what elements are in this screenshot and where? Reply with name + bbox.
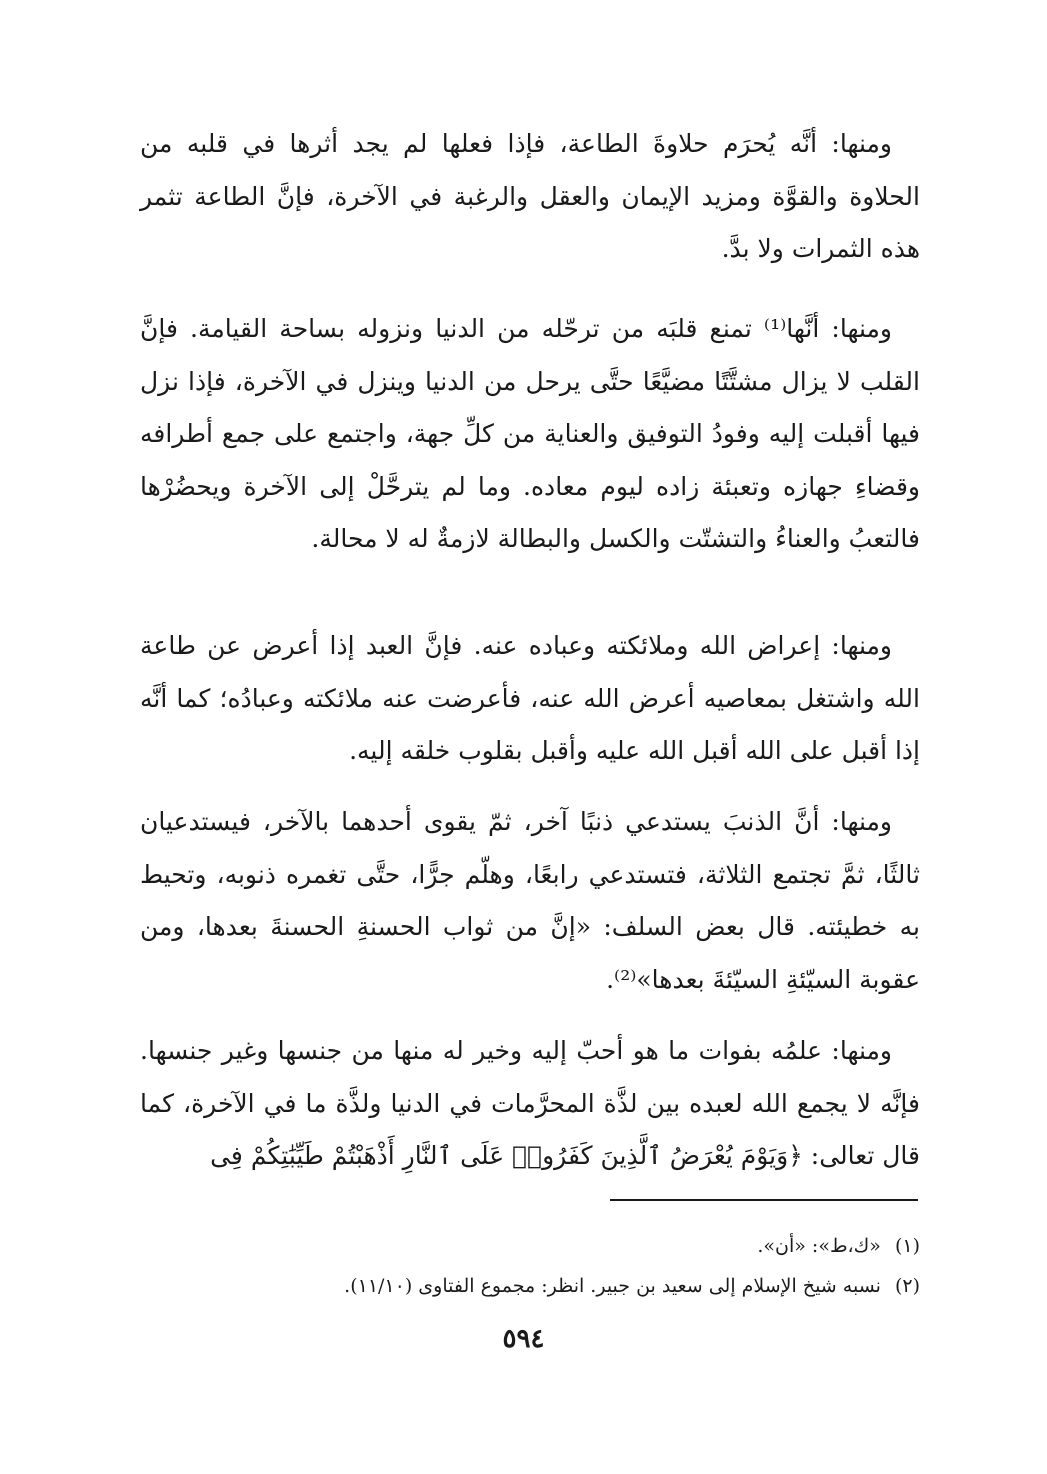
footnote-text: نسبه شيخ الإسلام إلى سعيد بن جبير. انظر: مجموع الفتاوى (١١/١٠). <box>344 1275 881 1297</box>
paragraph-heart-journey: ومنها: أنَّها⁽¹⁾ تمنع قلبَه من ترحّله من الدنيا ونزوله بساحة القيامة. فإنَّ القلب لا يزال مشتَّتًا مضيَّعًا حتَّى يرحل من الدنيا وينزل في الآخرة، فإذا نزل فيها أقبلت إليه وفودُ التوفيق والعناية من كلِّ جهة، واجتمع على جمع أطرافه وقضاءِ جهازه وتعبئة زاده ليوم معاده. وما لم يترحَّلْ إلى الآخرة ويحضُرْها فالتعبُ والعناءُ والتشتّت والكسل والبطالة لازمةٌ له لا محالة. <box>140 314 920 553</box>
footnotes <box>140 1226 920 1306</box>
footnote-number: (١) <box>894 1235 920 1257</box>
paragraph-turning-away: ومنها: إعراض الله وملائكته وعباده عنه. فإنَّ العبد إذا أعرض عن طاعة الله واشتغل بمعاصيه أعرض الله عنه، فأعرضت عنه ملائكته وعبادُه؛ كما أنَّه إذا أقبل على الله أقبل الله عليه وأقبل بقلوب خلقه إليه. <box>140 631 920 765</box>
footnote-item <box>140 1266 920 1306</box>
footnote-separator <box>610 1199 918 1201</box>
footnote-number: (٢) <box>894 1275 920 1297</box>
paragraph-sin-invites-sin: ومنها: أنَّ الذنبَ يستدعي ذنبًا آخر، ثمّ يقوى أحدهما بالآخر، فيستدعيان ثالثًا، ثمَّ تجتمع الثلاثة، فتستدعي رابعًا، وهلّم جرًّا، حتَّى تغمره ذنوبه، وتحيط به خطيئته. قال بعض السلف: «إنَّ من ثواب الحسنةِ الحسنةَ بعدها، ومن عقوبة السيّئةِ السيّئةَ بعدها»⁽²⁾. <box>140 807 920 994</box>
footnote-text: «ك،ط»: «أن». <box>757 1235 881 1257</box>
page-number: ٥٩٤ <box>502 1324 545 1354</box>
paragraph-losing-better: ومنها: علمُه بفوات ما هو أحبّ إليه وخير له منها من جنسها وغير جنسها. فإنَّه لا يجمع الله لعبده بين لذَّة المحرَّمات في الدنيا ولذَّة ما في الآخرة، كما قال تعالى: ﴿وَيَوْمَ يُعْرَضُ ٱلَّذِينَ كَفَرُوا۟ عَلَى ٱلنَّارِ أَذْهَبْتُمْ طَيِّبَٰتِكُمْ فِى <box>140 1036 920 1170</box>
footnote-item <box>140 1226 920 1266</box>
paragraph-sweetness-of-obedience: ومنها: أنَّه يُحرَم حلاوةَ الطاعة، فإذا فعلها لم يجد أثرها في قلبه من الحلاوة والقوَّة ومزيد الإيمان والعقل والرغبة في الآخرة، فإنَّ الطاعة تثمر هذه الثمرات ولا بدَّ. <box>140 129 920 263</box>
